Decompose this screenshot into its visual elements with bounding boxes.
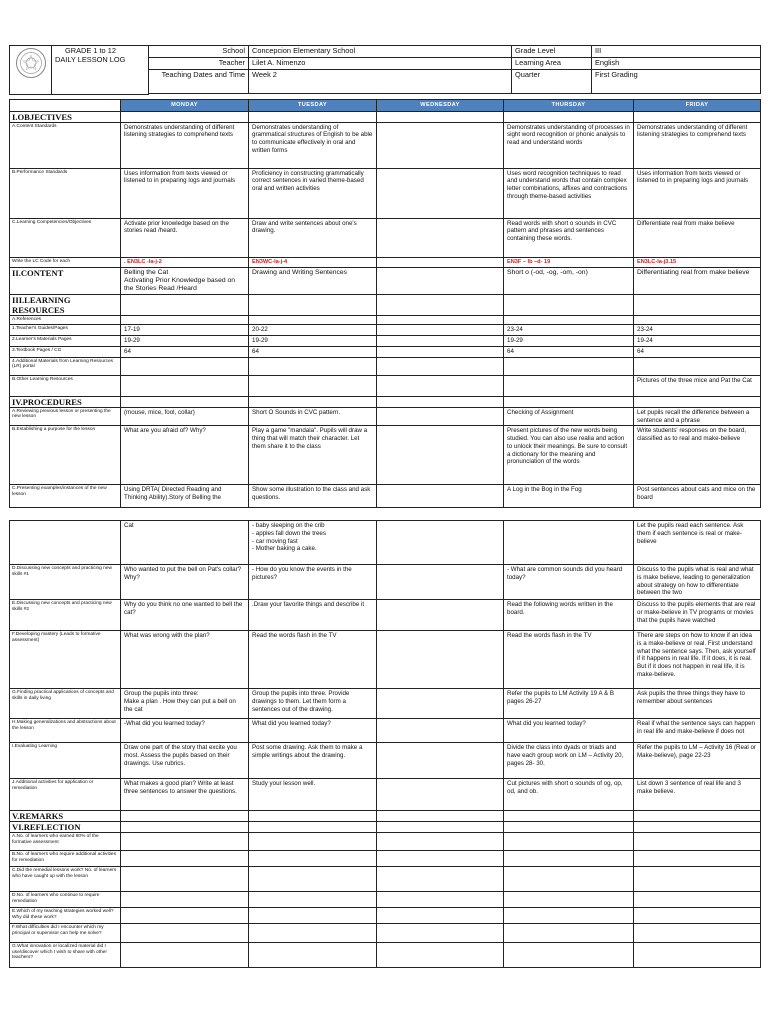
cell-friday (634, 867, 761, 892)
day-header-blank (10, 99, 121, 111)
cell-friday (634, 357, 761, 375)
row-label: C.Presenting examples/instances of the new lesson (10, 485, 121, 508)
cell-tuesday: Demonstrates understanding of grammatical structures of English to be able to communicate effectively in oral and written forms (249, 122, 377, 168)
cell-thursday (504, 375, 634, 396)
section-heading: IV.PROCEDURES (10, 396, 121, 407)
cell-tuesday (249, 357, 377, 375)
cell-friday (634, 851, 761, 867)
cell-tuesday (249, 833, 377, 851)
cell-monday (121, 316, 249, 325)
cell-wednesday (377, 396, 504, 407)
cell-tuesday: Draw and write sentences about one's drawing. (249, 218, 377, 257)
cell-monday: Activate prior knowledge based on the stories read /heard. (121, 218, 249, 257)
cell-monday: . EN3LC -Ia-j-2 (121, 257, 249, 267)
lesson-row-a-no-of-learners-who-earned-80-of-the-fo (10, 833, 761, 851)
cell-tuesday: Proficiency in constructing grammatically correct sentences in varied theme-based oral and written activities (249, 168, 377, 218)
cell-wednesday (377, 924, 504, 943)
lesson-row-e-which-of-my-teaching-strategies-worked (10, 908, 761, 924)
school-label: School (149, 46, 249, 58)
cell-thursday: Cut pictures with short o sounds of og, op, od, and ob. (504, 779, 634, 811)
cell-thursday (504, 833, 634, 851)
cell-thursday: 64 (504, 346, 634, 357)
cell-thursday: Read the words flash in the TV (504, 631, 634, 689)
cell-wednesday (377, 719, 504, 743)
cell-wednesday (377, 426, 504, 485)
cell-friday: 19-24 (634, 336, 761, 347)
cell-tuesday (249, 396, 377, 407)
lesson-log-page-2 (9, 520, 760, 968)
cell-monday: Uses information from texts viewed or listened to in preparing logs and journals (121, 168, 249, 218)
day-tuesday: TUESDAY (249, 99, 377, 111)
cell-thursday: 19-29 (504, 336, 634, 347)
row-label: E.Which of my teaching strategies worked well? Why did these work? (10, 908, 121, 924)
cell-monday: Cat (121, 521, 249, 565)
school-value: Concepcion Elementary School (249, 46, 512, 58)
cell-monday: Using DRTA( Directed Reading and Thinking Ability).Story of Belling the (121, 485, 249, 508)
cell-thursday: Refer the pupils to LM Activity 19 A & B pages 26-27 (504, 689, 634, 719)
row-label: D.No. of learners who continue to require remediation (10, 892, 121, 908)
cell-tuesday: Drawing and Writing Sentences (249, 267, 377, 294)
row-label: 3.Textbook Pages / CG (10, 346, 121, 357)
lesson-row-j-additional-activities-for-application- (10, 779, 761, 811)
row-label: 1.Teacher's Guides/Pages (10, 325, 121, 336)
cell-monday: Belling the Cat Activating Prior Knowledge based on the Stories Read /Heard (121, 267, 249, 294)
lesson-row-2-learner-s-materials-pages (10, 336, 761, 347)
cell-friday (634, 833, 761, 851)
cell-monday: -What did you learned today? (121, 719, 249, 743)
row-label: C.Learning Competencies/Objectives (10, 218, 121, 257)
cell-friday: 23-24 (634, 325, 761, 336)
cell-wednesday (377, 168, 504, 218)
row-label: I.Evaluating Learning (10, 743, 121, 779)
row-label: A.References (10, 316, 121, 325)
row-label: F.What difficulties did I encounter which my principal or supervisor can help me solve? (10, 924, 121, 943)
cell-thursday: EN3F – Ib –d- 19 (504, 257, 634, 267)
cell-friday: Pictures of the three mice and Pat the Cat (634, 375, 761, 396)
cell-tuesday (249, 822, 377, 833)
cell-tuesday (249, 375, 377, 396)
lesson-row-a-reviewing-previous-lesson-or-presentin (10, 407, 761, 426)
cell-monday (121, 833, 249, 851)
lesson-row-b-no-of-learners-who-require-additional- (10, 851, 761, 867)
teacher-label: Teacher (149, 58, 249, 70)
cell-monday: What makes a good plan? Write at least three sentences to answer the questions. (121, 779, 249, 811)
lesson-row-c-learning-competencies-objectives (10, 218, 761, 257)
lesson-row-g-finding-practical-applications-of-conc (10, 689, 761, 719)
cell-wednesday (377, 336, 504, 347)
cell-wednesday (377, 851, 504, 867)
cell-thursday: Short o (-od, -og, -om, -on) (504, 267, 634, 294)
lesson-row-ii-content (10, 267, 761, 294)
cell-monday: 17-19 (121, 325, 249, 336)
cell-wednesday (377, 811, 504, 822)
cell-tuesday (249, 924, 377, 943)
cell-wednesday (377, 867, 504, 892)
row-label: H.Making generalizations and abstractions about the lesson (10, 719, 121, 743)
row-label: G.What innovation or localized material did I use/discover which I wish to share with other teachers? (10, 943, 121, 968)
cell-wednesday (377, 267, 504, 294)
cell-wednesday (377, 521, 504, 565)
cell-friday: Demonstrates understanding of different listening strategies to comprehend texts (634, 122, 761, 168)
cell-friday (634, 811, 761, 822)
cell-wednesday (377, 600, 504, 631)
lesson-row-b-performance-standards (10, 168, 761, 218)
cell-tuesday: Show some illustration to the class and ask questions. (249, 485, 377, 508)
cell-monday: Group the pupils into three: Make a plan . How they can put a bell on the cat (121, 689, 249, 719)
deped-seal-logo (10, 46, 52, 95)
row-label: E.Discussing new concepts and practicing new skills #2 (10, 600, 121, 631)
cell-friday: EN3LC-Ia-j3.15 (634, 257, 761, 267)
cell-wednesday (377, 316, 504, 325)
row-label: J.Additional activities for application or remediation (10, 779, 121, 811)
row-label: G.Finding practical applications of concepts and skills in daily living (10, 689, 121, 719)
lesson-row-i-evaluating-learning (10, 743, 761, 779)
cell-wednesday (377, 943, 504, 968)
lesson-row-f-developing-mastery-leads-to-formative- (10, 631, 761, 689)
learning-area-label: Learning Area (512, 58, 592, 70)
lesson-row-4-additional-materials-from-learning-res (10, 357, 761, 375)
grade-range: GRADE 1 to 12 (65, 46, 116, 55)
cell-tuesday: Group the pupils into three. Provide drawings to them. Let them form a sentences out of the drawing. (249, 689, 377, 719)
cell-thursday (504, 396, 634, 407)
cell-monday (121, 851, 249, 867)
cell-wednesday (377, 257, 504, 267)
cell-friday: Let pupils recall the difference between a sentence and a phrase (634, 407, 761, 426)
lesson-row-vi-reflection (10, 822, 761, 833)
cell-monday (121, 375, 249, 396)
grade-level-value: III (592, 46, 761, 58)
cell-tuesday (249, 811, 377, 822)
lesson-log-page-1 (9, 45, 760, 508)
cell-friday: Differentiating real from make believe (634, 267, 761, 294)
cell-thursday: Read words with short o sounds in CVC pattern and phrases and sentences containing these words. (504, 218, 634, 257)
lesson-row-iv-procedures (10, 396, 761, 407)
cell-monday (121, 357, 249, 375)
cell-tuesday (249, 943, 377, 968)
section-objectives: I.OBJECTIVES (10, 111, 121, 122)
row-label: A.Reviewing previous lesson or presenting the new lesson (10, 407, 121, 426)
cell-friday: List down 3 sentence of real life and 3 make believe. (634, 779, 761, 811)
cell-monday (121, 295, 249, 316)
section-heading: III.LEARNING RESOURCES (10, 295, 121, 316)
row-label: A.No. of learners who earned 80% of the formative assessment (10, 833, 121, 851)
cell-thursday (504, 924, 634, 943)
lesson-row-b-other-learning-resources (10, 375, 761, 396)
cell-friday (634, 396, 761, 407)
cell-tuesday: 20-22 (249, 325, 377, 336)
cell-wednesday (377, 689, 504, 719)
lesson-row-e-discussing-new-concepts-and-practicing (10, 600, 761, 631)
lesson-table-2 (9, 520, 761, 968)
cell-monday (121, 396, 249, 407)
seal-icon (15, 47, 47, 79)
cell-monday (121, 908, 249, 924)
cell-friday: Discuss to the pupils what is real and what is make believe, leading to generalization about strategy on how to differentiate between the two (634, 565, 761, 600)
lesson-row-a-references (10, 316, 761, 325)
quarter-label: Quarter (512, 70, 592, 94)
cell-friday: Ask pupils the three things they have to remember about sentences (634, 689, 761, 719)
cell-tuesday (249, 908, 377, 924)
lesson-row-3-textbook-pages-cg (10, 346, 761, 357)
cell-thursday (504, 943, 634, 968)
cell-friday: Post sentences about cats and mice on the board (634, 485, 761, 508)
lesson-table-1 (9, 99, 761, 509)
cell-tuesday (249, 867, 377, 892)
cell-monday: Who wanted to put the bell on Pat's collar? Why? (121, 565, 249, 600)
cell-monday: Draw one part of the story that excite you most. Assess the pupils based on their drawings. Use rubrics. (121, 743, 249, 779)
cell-monday (121, 822, 249, 833)
row-label: C.Did the remedial lessons work? No. of learners who have caught up with the lesson (10, 867, 121, 892)
cell-monday (121, 867, 249, 892)
lesson-row-b-establishing-a-purpose-for-the-lesson (10, 426, 761, 485)
day-friday: FRIDAY (634, 99, 761, 111)
cell-thursday: A Log in the Bog in the Fog (504, 485, 634, 508)
learning-area-value: English (592, 58, 761, 70)
cell-wednesday (377, 218, 504, 257)
cell-thursday (504, 316, 634, 325)
cell-thursday: Checking of Assignment (504, 407, 634, 426)
cell-friday: 64 (634, 346, 761, 357)
lesson-row-a-content-standards (10, 122, 761, 168)
cell-monday (121, 811, 249, 822)
row-label: F.Developing mastery (Leads to formative assessment) (10, 631, 121, 689)
cell-wednesday (377, 357, 504, 375)
cell-tuesday: 64 (249, 346, 377, 357)
day-monday: MONDAY (121, 99, 249, 111)
cell-thursday (504, 867, 634, 892)
row-label: A.Content Standards (10, 122, 121, 168)
row-label (10, 521, 121, 565)
cell-thursday: Demonstrates understanding of processes in sight word recognition or phonic analysis to read and understand words (504, 122, 634, 168)
cell-friday (634, 295, 761, 316)
cell-wednesday (377, 892, 504, 908)
cell-tuesday: Play a game "mandala". Pupils will draw a thing that will match their character. Let them share it to the class (249, 426, 377, 485)
cell-tuesday: .Draw your favorite things and describe it (249, 600, 377, 631)
row-label: B.Performance Standards (10, 168, 121, 218)
cell-friday (634, 943, 761, 968)
cell-thursday (504, 357, 634, 375)
cell-monday (121, 924, 249, 943)
cell-thursday: What did you learned today? (504, 719, 634, 743)
lesson-row-d-no-of-learners-who-continue-to-require (10, 892, 761, 908)
cell-tuesday: 19-29 (249, 336, 377, 347)
lesson-row-c-did-the-remedial-lessons-work-no-of-le (10, 867, 761, 892)
quarter-value: First Grading (592, 70, 761, 94)
dates-label: Teaching Dates and Time (149, 70, 249, 94)
row-label: B.Establishing a purpose for the lesson (10, 426, 121, 485)
cell-friday: Real if what the sentence says can happen in real life and make-believe if does not (634, 719, 761, 743)
row-label: D.Discussing new concepts and practicing new skills #1 (10, 565, 121, 600)
cell-thursday (504, 892, 634, 908)
cell-wednesday (377, 295, 504, 316)
cell-wednesday (377, 822, 504, 833)
cell-friday: Refer the pupils to LM – Activity 16 (Real or Make-believe), page 22-23 (634, 743, 761, 779)
cell-tuesday: Post some drawing. Ask them to make a simple writings about the drawing. (249, 743, 377, 779)
cell-tuesday (249, 851, 377, 867)
cell-friday: Uses information from texts viewed or listened to in preparing logs and journals (634, 168, 761, 218)
cell-friday: Discuss to the pupils elements that are real or make-believe in TV programs or movies that the pupils have watched (634, 600, 761, 631)
cell-thursday: Uses word recognition techniques to read and understand words that contain complex letter combinations, affixes and contractions through theme-based activities (504, 168, 634, 218)
cell-wednesday (377, 779, 504, 811)
cell-friday: There are steps on how to know if an idea is a make-believe or real. First understand what the sentence says. Then, ask yourself if it happens in real life. If it does, it is real. But if it does not happen in real life, it is make-believe. (634, 631, 761, 689)
cell-wednesday (377, 325, 504, 336)
cell-thursday: 23-24 (504, 325, 634, 336)
lesson-row-c-presenting-examples-instances-of-the-n (10, 485, 761, 508)
cell-monday: Demonstrates understanding of different listening strategies to comprehend texts (121, 122, 249, 168)
cell-wednesday (377, 833, 504, 851)
cell-tuesday: What did you learned today? (249, 719, 377, 743)
cell-friday: Let the pupils read each sentence. Ask them if each sentence is real or make-believe (634, 521, 761, 565)
cell-tuesday (249, 892, 377, 908)
teacher-value: Lilet A. Nimenzo (249, 58, 512, 70)
lesson-row-iii-learning-resources (10, 295, 761, 316)
cell-thursday: Divide the class into dyads or triads and have each group work on LM – Activity 20, pages 28- 30. (504, 743, 634, 779)
cell-monday: Why do you think no one wanted to bell the cat? (121, 600, 249, 631)
cell-wednesday (377, 375, 504, 396)
log-title-block (52, 46, 149, 95)
cell-thursday: Read the following words written in the board. (504, 600, 634, 631)
lesson-row-row (10, 521, 761, 565)
cell-tuesday: - How do you know the events in the pictures? (249, 565, 377, 600)
lesson-row-f-what-difficulties-did-i-encounter-whic (10, 924, 761, 943)
cell-thursday (504, 295, 634, 316)
cell-thursday: Present pictures of the new words being studied. You can also use realia and action to unlock their meanings. Be sure to consult a dictionary for the meaning and pronunciation of the words (504, 426, 634, 485)
cell-monday: 19-29 (121, 336, 249, 347)
cell-thursday (504, 822, 634, 833)
cell-monday: (mouse, mice, fool, collar) (121, 407, 249, 426)
cell-friday: Write students' responses on the board, classified as to real and make-believe (634, 426, 761, 485)
cell-friday: Differentiate real from make believe (634, 218, 761, 257)
row-label: B.Other Learning Resources (10, 375, 121, 396)
cell-tuesday: Study your lesson well. (249, 779, 377, 811)
cell-wednesday (377, 743, 504, 779)
lesson-row-g-what-innovation-or-localized-material- (10, 943, 761, 968)
cell-thursday (504, 521, 634, 565)
lesson-row-d-discussing-new-concepts-and-practicing (10, 565, 761, 600)
log-title: DAILY LESSON LOG (55, 54, 126, 64)
cell-monday: What are you afraid of? Why? (121, 426, 249, 485)
cell-thursday: - What are common sounds did you heard today? (504, 565, 634, 600)
day-wednesday: WEDNESDAY (377, 99, 504, 111)
lesson-row-v-remarks (10, 811, 761, 822)
lesson-row-h-making-generalizations-and-abstraction (10, 719, 761, 743)
section-heading: II.CONTENT (10, 267, 121, 294)
cell-wednesday (377, 485, 504, 508)
lesson-row-1-teacher-s-guides-pages (10, 325, 761, 336)
cell-wednesday (377, 122, 504, 168)
cell-wednesday (377, 565, 504, 600)
cell-monday: 64 (121, 346, 249, 357)
cell-friday (634, 822, 761, 833)
cell-tuesday (249, 316, 377, 325)
cell-wednesday (377, 908, 504, 924)
header-table (9, 45, 761, 95)
cell-thursday (504, 908, 634, 924)
row-label: 2.Learner's Materials Pages (10, 336, 121, 347)
cell-friday (634, 908, 761, 924)
cell-thursday (504, 811, 634, 822)
cell-friday (634, 316, 761, 325)
lesson-row-write-the-lc-code-for-each (10, 257, 761, 267)
cell-tuesday: - baby sleeping on the crib - apples fall down the trees - car moving fast - Mother baking a cake. (249, 521, 377, 565)
cell-tuesday: Short O Sounds in CVC pattern. (249, 407, 377, 426)
day-thursday: THURSDAY (504, 99, 634, 111)
row-label: B.No. of learners who require additional activities for remediation (10, 851, 121, 867)
section-heading: VI.REFLECTION (10, 822, 121, 833)
section-heading: V.REMARKS (10, 811, 121, 822)
cell-thursday (504, 851, 634, 867)
dates-value: Week 2 (249, 70, 512, 94)
cell-monday: What was wrong with the plan? (121, 631, 249, 689)
cell-monday (121, 943, 249, 968)
cell-friday (634, 924, 761, 943)
cell-friday (634, 892, 761, 908)
cell-tuesday: Read the words flash in the TV (249, 631, 377, 689)
cell-wednesday (377, 631, 504, 689)
cell-wednesday (377, 407, 504, 426)
cell-monday (121, 892, 249, 908)
cell-tuesday: EN3WC-Ia-j-4 (249, 257, 377, 267)
grade-level-label: Grade Level (512, 46, 592, 58)
cell-wednesday (377, 346, 504, 357)
cell-tuesday (249, 295, 377, 316)
row-label: Write the LC Code for each (10, 257, 121, 267)
row-label: 4.Additional Materials from Learning Resources (LR) portal (10, 357, 121, 375)
